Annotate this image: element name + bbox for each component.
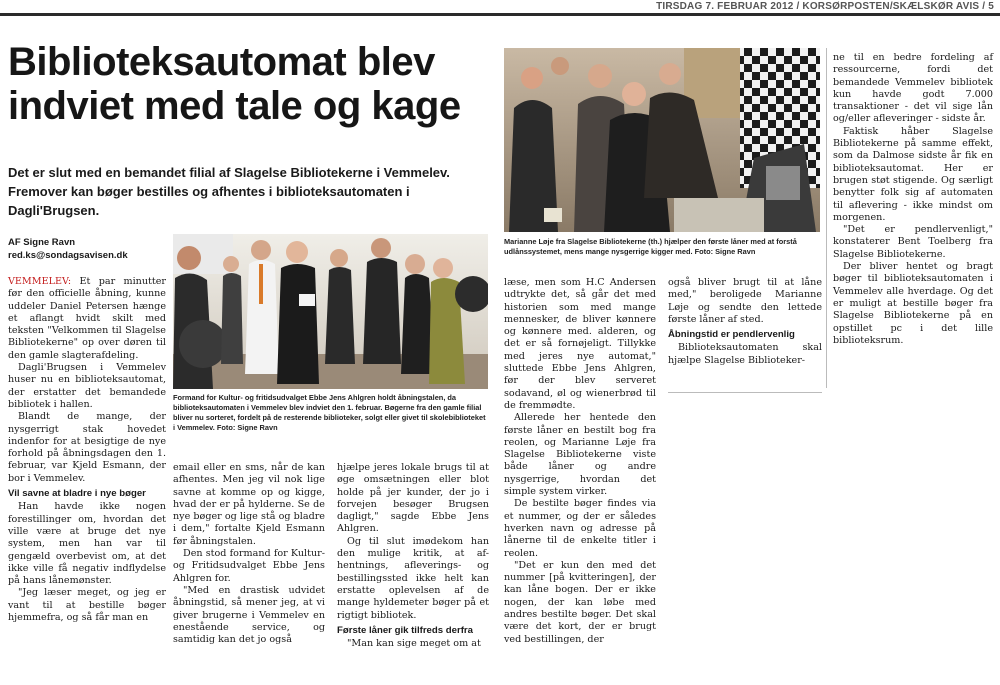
col3-paragraph-3: "Man kan sige meget om at — [347, 638, 481, 650]
col3-paragraph-2: Og til slut imødekom han den mulige kritik, at af-hentnings, afleverings- og bestillingssted ikke helt kan erstatte oplevelsen af de mange hyldemeter bøger på et rigtigt bibliotek. — [337, 535, 489, 621]
article-column-3 — [337, 462, 489, 650]
photo-top-caption: Marianne Løje fra Slagelse Bibliotekerne (th.) hjælper den første låner med at forstå udlånssystemet, mens mange nysgerrige kigger med. Foto: Signe Ravn — [504, 237, 797, 256]
article-column-5 — [668, 277, 822, 367]
article-column-4 — [504, 277, 656, 646]
col4-paragraph-2: Allerede her hentede den første låner en bestilt bog fra reolen, og Marianne Løje fra Slagelse Bibliotekerne viste både låner og andre nysgerrige, hvordan det simple system virker. — [504, 412, 656, 498]
subheading-opening-hours: Åbningstid er pendlervenlig — [668, 329, 795, 341]
col1-paragraph-4: Han havde ikke nogen forestillinger om, hvordan det ville være at bruge det nye system, men han var til gengæld overbevist om, at det ikke ville få negativ indflydelse på hans lånemønster. — [8, 501, 166, 587]
col2-paragraph-1: email eller en sms, når de kan afhentes. Men jeg vil nok lige savne at komme op og kigge, hvad der er på hylderne. Se de nye bøger og lige stå og bladre i dem," fortalte Kjeld Esmann før åbningstalen. — [173, 462, 325, 547]
col5-paragraph-1: også bliver brugt til at låne med," beroligede Marianne Løje og sendte den lettede første låner af sted. — [668, 277, 822, 325]
col4-paragraph-1: læse, men som H.C Andersen udtrykte det, så går det med historien som med mange mennesker, de bliver kønnere og kønnere med. alderen, og det er så fornøjeligt. Tillykke med jeres nye automat," sluttede Ebbe Jens Ahlgren, før der blev serveret sodavand, øl og wienerbrød til de fremmødte. — [504, 277, 656, 411]
col5-paragraph-2: Biblioteksautomaten skal hjælpe Slagelse Biblioteker- — [668, 342, 822, 366]
col4-paragraph-4: "Det er kun den med det nummer [på kvitteringen], der kan låne bogen. Der er ikke nogen, der kan løbe med andres bestilte bøger. Det skal være det kort, der er brugt ved bestillingen, der — [504, 559, 656, 645]
col6-paragraph-2: Faktisk håber Slagelse Bibliotekerne på samme effekt, som da Dalmose sidste år fik en biblioteksautomat. Her er brugen støt stigende. Og særligt benytter folk sig af automaten til aflevering - ikke mindst om morgenen. — [833, 125, 993, 223]
photo-library-machine — [504, 48, 820, 232]
photo-library-machine-illustration — [504, 48, 820, 232]
col1-p1-text: Et par minutter før den officielle åbning, kunne uddeler Daniel Petersen hænge et aflangt hvidt skilt med teksten "Velkommen til Slagelse Bibliotekerne" op over døren til den gamle slagterafdeling. — [8, 276, 166, 361]
col6-paragraph-3: "Det er pendlervenligt," konstaterer Bent Toelberg fra Slagelse Bibliotekerne. — [833, 224, 993, 260]
col2-paragraph-2: Den stod formand for Kultur- og Fritidsudvalget Ebbe Jens Ahlgren for. — [173, 548, 325, 584]
col2-paragraph-3: "Med en drastisk udvidet åbningstid, så mener jeg, at vi giver brugerne i Vemmelev en enestående service, og samtidig kan det jo også — [173, 584, 325, 646]
col6-paragraph-1: ne til en bedre fordeling af ressourcerne, fordi det bemandede Vemmelev bibliotek kun havde godt 7.000 transaktioner - det vil sige lån og/eller afleveringer - sidste år. — [833, 52, 993, 125]
photo-speech-illustration — [173, 234, 488, 389]
col4-paragraph-3: De bestilte bøger findes via et nummer, og der er således hverken navn og adresse på lånerne til de enkelte titler i reolen. — [504, 498, 656, 559]
masthead-bar — [0, 0, 1000, 16]
col1-paragraph-5: "Jeg læser meget, og jeg er vant til at bestille bøger hjemmefra, og så får man en — [8, 587, 166, 624]
subheading-browse: Vil savne at bladre i nye bøger — [8, 488, 146, 500]
col1-paragraph-3: Blandt de mange, der nysgerrigt stak hovedet indenfor for at besigtige de nye forhold på åbningsdagen den 1. februar, var Kjeld Esmann, der bor i Vemmelev. — [8, 411, 166, 484]
photo-speech — [173, 234, 488, 389]
col1-paragraph-2: Dagli'Brugsen i Vemmelev huser nu en biblioteksautomat, der erstatter det bemandede bibliotek i hallen. — [8, 362, 166, 410]
photo-mid-caption: Formand for Kultur- og fritidsudvalget Ebbe Jens Ahlgren holdt åbningstalen, da biblioteksautomaten i Vemmelev blev indviet den 1. februar. Bøgerne fra den gamle filial bliver nu sorteret, fordelt på de resterende biblioteker, solgt eller givet til skolebiblioteket i Vemmelev. Foto: Signe Ravn — [173, 393, 486, 432]
lead-paragraph: Det er slut med en bemandet filial af Slagelse Bibliotekerne i Vemmelev. Fremover kan bøger bestilles og afhentes i biblioteksautomaten i Dagli'Brugsen. — [8, 165, 450, 218]
subheading-first-borrower: Første låner gik tilfreds derfra — [337, 624, 473, 636]
byline — [8, 236, 168, 262]
col6-paragraph-4: Der bliver hentet og bragt bøger til biblioteksautomaten i Vemmelev alle hverdage. Og det er muligt at bestille bøger fra Slagelse Bibliotekerne på en opstillet pc i det lille biblioteksrum. — [833, 261, 993, 346]
column-divider — [826, 48, 827, 388]
article-column-1 — [8, 276, 166, 624]
article-column-2 — [173, 462, 325, 646]
masthead-text: TIRSDAG 7. FEBRUAR 2012 / KORSØRPOSTEN/SKÆLSKØR AVIS / 5 — [656, 1, 994, 12]
col3-paragraph-1: hjælpe jeres lokale brugs til at øge omsætningen eller blot holde på jer kunder, der jo i forvejen besøger Brugsen dagligt," sagde Ebbe Jens Ahlgren. — [337, 462, 489, 535]
byline-author: AF Signe Ravn — [8, 237, 76, 248]
article-column-6 — [833, 52, 993, 347]
dateline: VEMMELEV: — [8, 276, 72, 287]
headline: Biblioteksautomat blev indviet med tale og kage — [8, 40, 461, 128]
column-5-rule — [668, 392, 822, 393]
col1-paragraph-1 — [8, 276, 166, 362]
byline-email: red.ks@sondagsavisen.dk — [8, 250, 128, 261]
